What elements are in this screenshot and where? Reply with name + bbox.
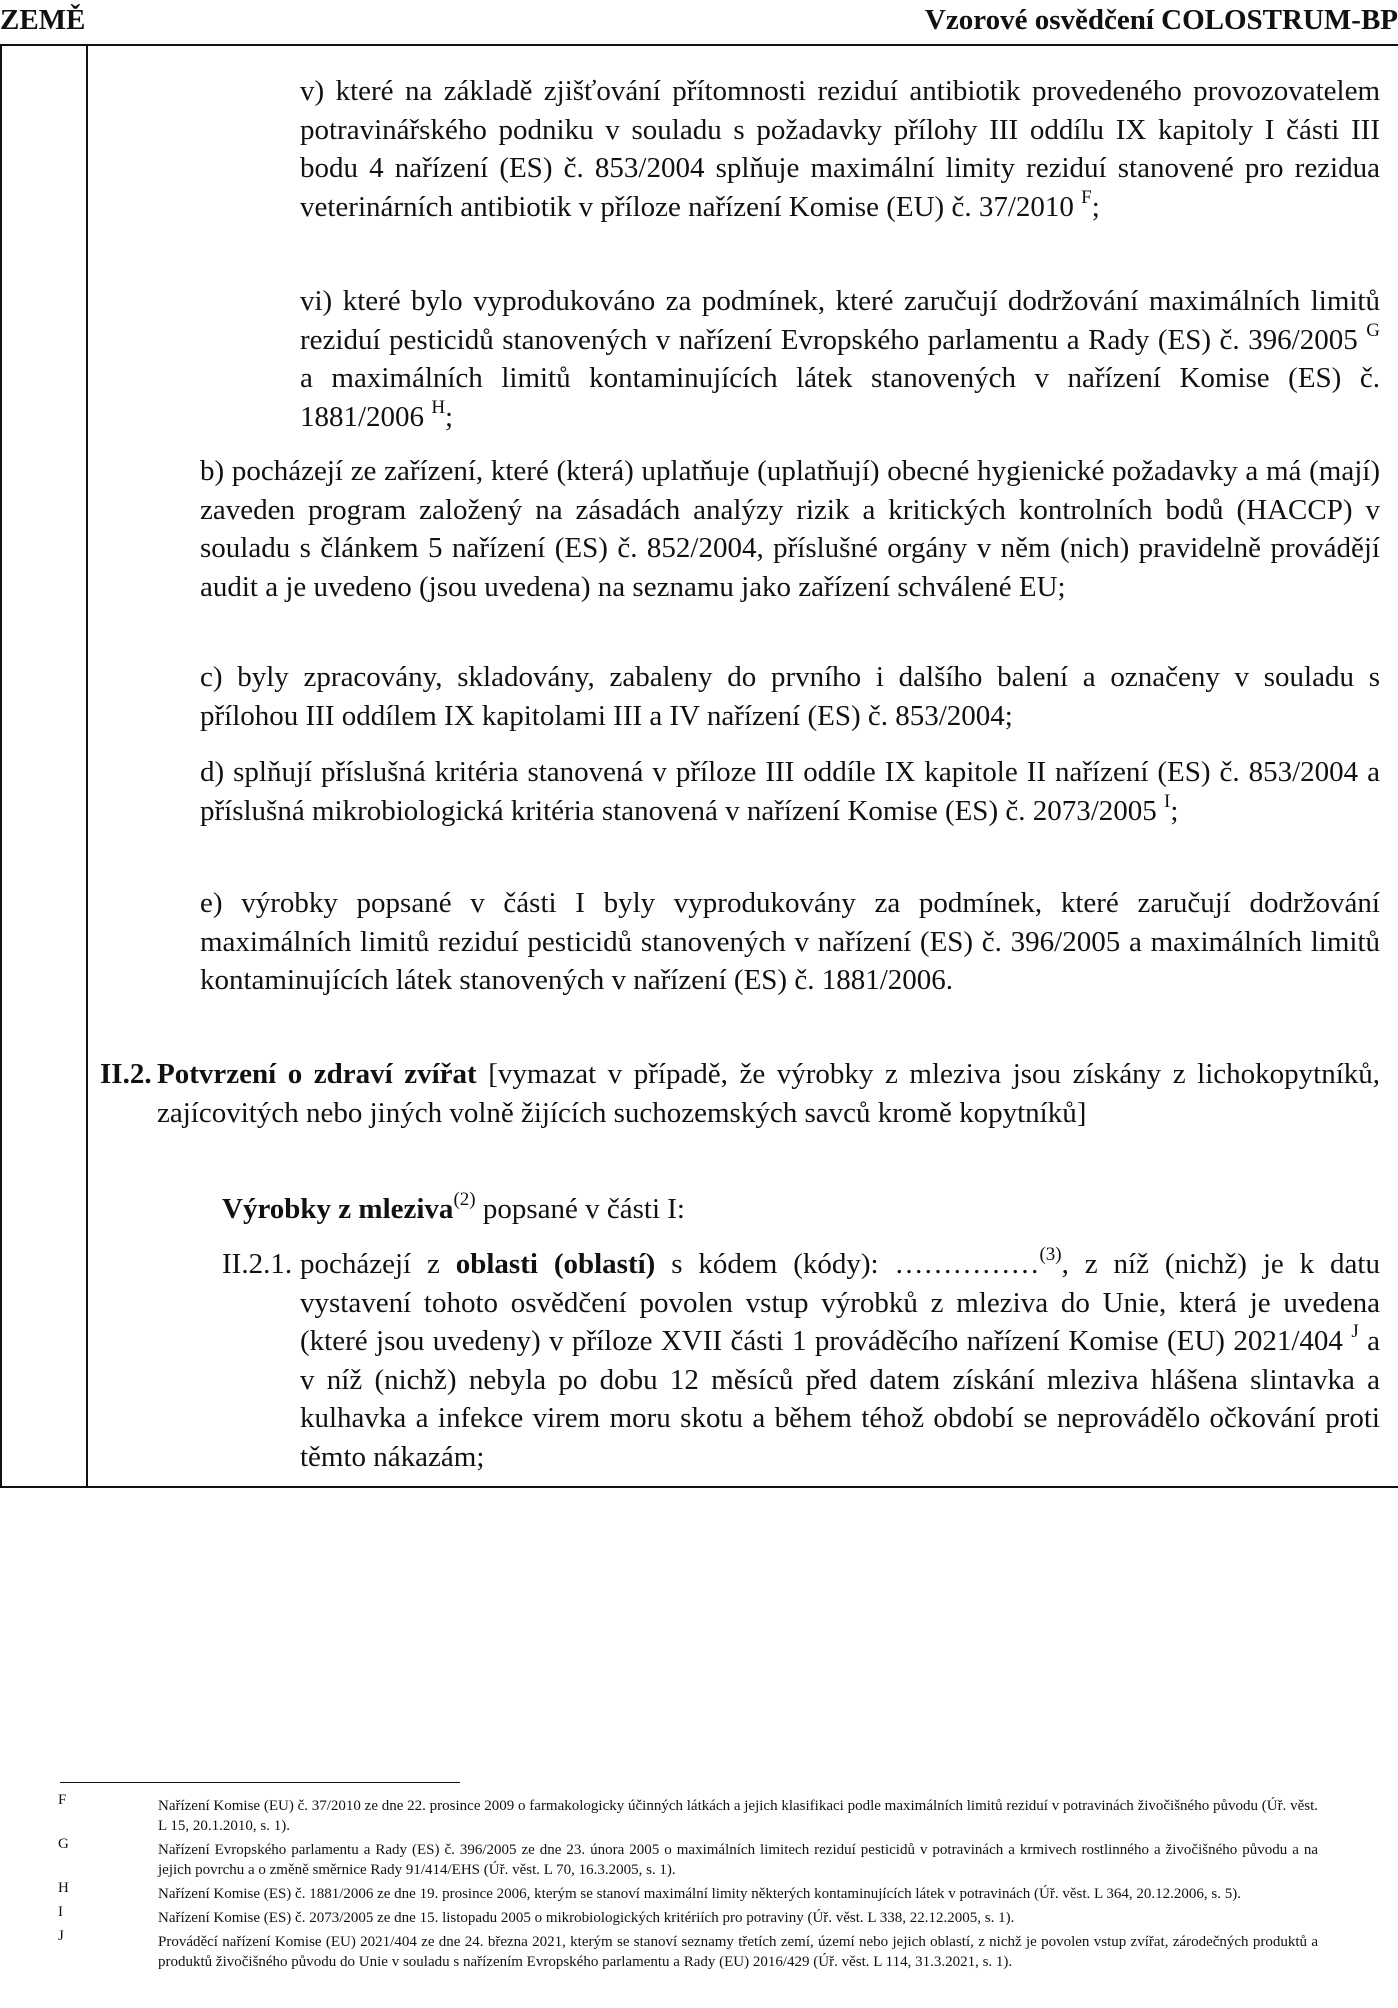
paragraph-v-tail: ; <box>1091 190 1100 223</box>
footnote-separator <box>60 1782 460 1783</box>
footnote-g: Nařízení Evropského parlamentu a Rady (ES) č. 396/2005 ze dne 23. února 2005 o maximálních limitech reziduí pesticidů v potravinách a krmivech rostlinného a živočišného původu a na jejich povrchu a o změně směrnice Rady 91/414/EHS (Úř. věst. L 70, 16.3.2005, s. 1). <box>158 1842 1318 1878</box>
paragraph-d <box>200 753 1380 830</box>
section-ii21-t2: s kódem (kódy): …………… <box>655 1248 1040 1280</box>
footnote-letter-j: J <box>58 1928 64 1944</box>
footnote-f: Nařízení Komise (EU) č. 37/2010 ze dne 22. prosince 2009 o farmakologicky účinných látkách a jejich klasifikaci podle maximálních limitů reziduí v potravinách živočišného původu (Úř. věst. L 15, 20.1.2010, s. 1). <box>158 1798 1318 1834</box>
paragraph-vi-tail: ; <box>445 400 454 433</box>
footnote-letter-g: G <box>58 1836 69 1852</box>
section-ii21-t1: pocházejí z <box>300 1248 456 1280</box>
paragraph-vi <box>300 282 1380 436</box>
header-certificate-title: Vzorové osvědčení COLOSTRUM-BP <box>924 4 1398 36</box>
section-ii21-t3: , z níž (nichž) je k datu vystavení tohoto osvědčení povolen vstup výrobků z mleziva do Unie, která je uvedena (které jsou uvedeny) v příloze XVII části 1 prováděcího nařízení Komise (EU) 2021/404 <box>300 1248 1380 1357</box>
footnote-ref-i: I <box>1164 790 1171 812</box>
header-country: ZEMĚ <box>0 4 86 36</box>
paragraph-vi-text-2: a maximálních limitů kontaminujících látek stanovených v nařízení Komise (ES) č. 1881/2006 <box>300 362 1380 433</box>
footnote-letter-f: F <box>58 1792 67 1808</box>
section-number-ii21: II.2.1. <box>222 1248 293 1280</box>
section-ii21-t4: a v níž (nichž) nebyla po dobu 12 měsíců před datem získání mleziva hlášena slintavka a kulhavka a infekce virem moru skotu a během téhož období se neprovádělo očkování proti těmto nákazám; <box>300 1325 1381 1473</box>
paragraph-e: e) výrobky popsané v části I byly vyprodukovány za podmínek, které zaručují dodržování maximálních limitů reziduí pesticidů stanovených v nařízení (ES) č. 396/2005 a maximálních limitů kontaminujících látek stanovených v nařízení (ES) č. 1881/2006. <box>200 887 1380 996</box>
column-divider <box>86 46 88 1488</box>
paragraph-v-text: v) které na základě zjišťování přítomnosti reziduí antibiotik provedeného provozovatelem potravinářského podniku v souladu s požadavky přílohy III oddílu IX kapitoly I části III bodu 4 nařízení (ES) č. 853/2004 splňuje maximální limity reziduí stanovené pro rezidua veterinárních antibiotik v příloze nařízení Komise (EU) č. 37/2010 <box>300 75 1380 223</box>
section-ii2 <box>157 1055 1380 1132</box>
paragraph-d-text: d) splňují příslušná kritéria stanovená v příloze III oddíle IX kapitole II nařízení (ES) č. 853/2004 a příslušná mikrobiologická kritéria stanovená v nařízení Komise (ES) č. 2073/2005 <box>200 756 1380 827</box>
paragraph-v <box>300 72 1380 226</box>
paragraph-d-tail: ; <box>1170 794 1179 827</box>
footnote-letter-h: H <box>58 1880 69 1896</box>
section-ii2-title: Potvrzení o zdraví zvířat <box>157 1058 477 1090</box>
footnote-i: Nařízení Komise (ES) č. 2073/2005 ze dne 15. listopadu 2005 o mikrobiologických kritériích pro potraviny (Úř. věst. L 338, 22.12.2005, s. 1). <box>158 1910 1015 1926</box>
footnote-h: Nařízení Komise (ES) č. 1881/2006 ze dne 19. prosince 2006, kterým se stanoví maximální limity některých kontaminujících látek v potravinách (Úř. věst. L 364, 20.12.2006, s. 5). <box>158 1886 1241 1902</box>
footnote-ref-f: F <box>1081 186 1092 208</box>
footnote-ref-h: H <box>431 396 446 418</box>
footnote-j: Prováděcí nařízení Komise (EU) 2021/404 ze dne 24. března 2021, kterým se stanoví seznamy třetích zemí, území nebo jejich oblastí, z nichž je povolen vstup zvířat, zárodečných produktů a produktů živočišného původu do Unie v souladu s nařízením Evropského parlamentu a Rady (EU) 2016/429 (Úř. věst. L 114, 31.3.2021, s. 1). <box>158 1934 1318 1970</box>
footnote-ref-3: (3) <box>1039 1244 1062 1266</box>
footnote-ref-j: J <box>1351 1321 1359 1343</box>
section-ii2-text: [vymazat v případě, že výrobky z mleziva jsou získány z lichokopytníků, zajícovitých nebo jiných volně žijících suchozemských savců kromě kopytníků] <box>157 1058 1380 1129</box>
products-intro-bold: Výrobky z mleziva <box>222 1193 454 1225</box>
section-ii21-b1: oblasti (oblastí) <box>455 1248 656 1280</box>
footnote-letter-i: I <box>58 1904 63 1920</box>
section-ii21 <box>300 1245 1380 1476</box>
paragraph-b: b) pocházejí ze zařízení, které (která) uplatňuje (uplatňují) obecné hygienické požadavky a má (mají) zaveden program založený na zásadách analýzy rizik a kritických kontrolních bodů (HACCP) v souladu s článkem 5 nařízení (ES) č. 852/2004, příslušné orgány v něm (nich) pravidelně provádějí audit a je uvedeno (jsou uvedena) na seznamu jako zařízení schválené EU; <box>200 455 1380 603</box>
products-intro <box>222 1190 1322 1229</box>
footnote-ref-g: G <box>1366 319 1381 341</box>
footnote-ref-2: (2) <box>453 1189 476 1211</box>
paragraph-vi-text-1: vi) které bylo vyprodukováno za podmínek, které zaručují dodržování maximálních limitů reziduí pesticidů stanovených v nařízení Evropského parlamentu a Rady (ES) č. 396/2005 <box>300 285 1380 356</box>
section-number-ii2: II.2. <box>100 1058 152 1090</box>
paragraph-c: c) byly zpracovány, skladovány, zabaleny do prvního i dalšího balení a označeny v souladu s přílohou III oddílem IX kapitolami III a IV nařízení (ES) č. 853/2004; <box>200 661 1380 732</box>
products-intro-rest: popsané v části I: <box>475 1193 685 1225</box>
